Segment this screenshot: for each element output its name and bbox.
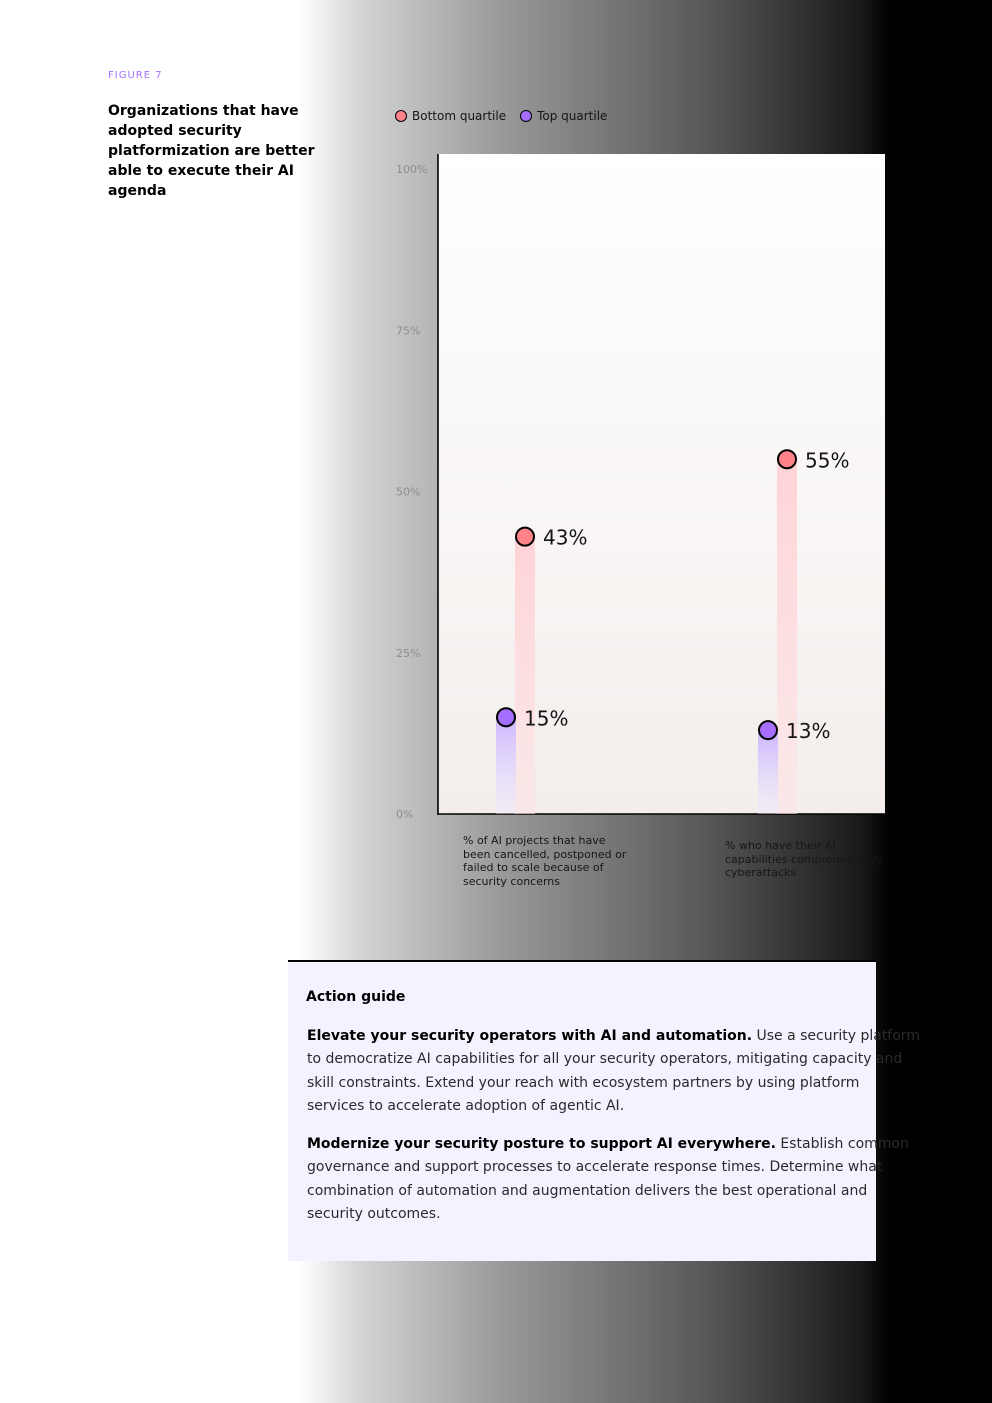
value-label-bottom-quartile-1: 43%	[543, 525, 588, 550]
action-item-2-line-2: governance and support processes to accelerate response times. Determine what	[307, 1159, 883, 1176]
action-item-1	[307, 1025, 920, 1118]
figure-label: FIGURE 7	[108, 70, 163, 81]
value-label-bottom-quartile-2: 55%	[805, 448, 850, 473]
action-item-1-line-4: services to accelerate adoption of agentic AI.	[307, 1097, 625, 1114]
action-item-1-line-3: skill constraints. Extend your reach with ecosystem partners by using platform	[307, 1074, 860, 1091]
value-label-top-quartile-2: 13%	[786, 719, 831, 744]
stem-bottom-quartile-1	[515, 537, 535, 814]
y-tick-label: 0%	[396, 808, 414, 821]
action-item-2-text-1: Establish common	[780, 1136, 909, 1152]
stem-top-quartile-1	[496, 717, 516, 814]
action-item-2-line-4: security outcomes.	[307, 1205, 441, 1222]
action-guide-title: Action guide	[306, 989, 406, 1005]
action-guide	[288, 960, 920, 1261]
action-item-2	[307, 1133, 909, 1226]
action-item-1-text-1: Use a security platform	[756, 1028, 920, 1044]
y-tick-label: 50%	[396, 485, 421, 499]
action-item-1-heading: Elevate your security operators with AI and automation.	[307, 1028, 753, 1044]
x-category-label-1: % of AI projects that have been cancelled, postponed or failed to scale because of security concerns	[463, 834, 627, 888]
value-label-top-quartile-1: 15%	[524, 706, 569, 731]
stem-bottom-quartile-2	[777, 459, 797, 814]
figure-title: Organizations that have adopted security platformization are better able to execute their AI agenda	[108, 103, 315, 199]
y-tick-label: 25%	[396, 646, 421, 660]
dot-top-quartile-2	[759, 721, 777, 739]
y-tick-label: 75%	[396, 324, 421, 338]
legend-label-top-quartile: Top quartile	[537, 109, 608, 123]
action-item-2-heading: Modernize your security posture to support AI everywhere.	[307, 1136, 776, 1152]
y-tick-label: 100%	[396, 163, 428, 176]
dot-top-quartile-1	[497, 708, 515, 726]
action-item-2-line-3: combination of automation and augmentation delivers the best operational and	[307, 1182, 868, 1199]
action-item-1-line-1	[307, 1025, 920, 1048]
dot-bottom-quartile-1	[516, 528, 534, 546]
x-category-label-2: % who have their AI capabilities compromised by cyberattacks	[725, 839, 883, 879]
legend-label-bottom-quartile: Bottom quartile	[412, 109, 507, 123]
action-item-2-line-1	[307, 1133, 909, 1156]
action-item-1-line-2: to democratize AI capabilities for all your security operators, mitigating capacity and	[307, 1051, 903, 1068]
stem-top-quartile-2	[758, 730, 778, 814]
dot-bottom-quartile-2	[778, 450, 796, 468]
